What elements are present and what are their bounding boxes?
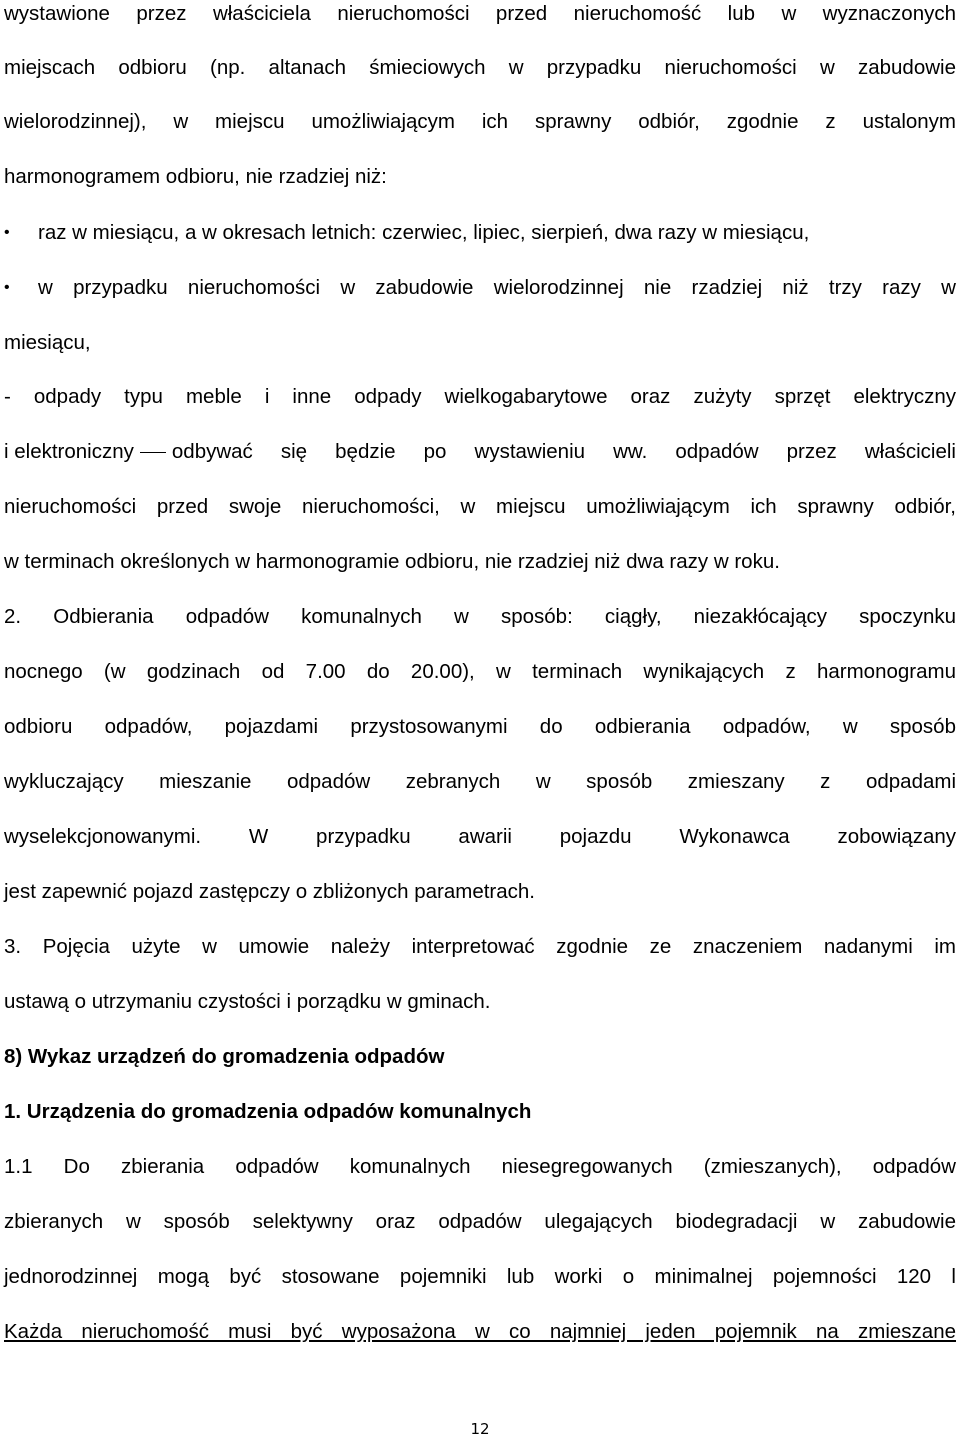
text-line: wyselekcjonowanymi. W przypadku awarii pojazdu Wykonawca zobowiązany xyxy=(4,825,956,848)
text-line: odbioru odpadów, pojazdami przystosowanymi do odbierania odpadów, w sposób xyxy=(4,715,956,738)
text-line: ustawą o utrzymaniu czystości i porządku w gminach. xyxy=(4,990,491,1013)
bullet-continuation: miesiącu, xyxy=(4,331,91,354)
text-line: jednorodzinnej mogą być stosowane pojemniki lub worki o minimalnej pojemności 120 l xyxy=(4,1265,956,1288)
text-line: harmonogramem odbioru, nie rzadziej niż: xyxy=(4,165,387,188)
text-line: nocnego (w godzinach od 7.00 do 20.00), w terminach wynikających z harmonogramu xyxy=(4,660,956,683)
text-line: wielorodzinnej), w miejscu umożliwiającym ich sprawny odbiór, zgodnie z ustalonym xyxy=(4,110,956,133)
text-line: jest zapewnić pojazd zastępczy o zbliżonych parametrach. xyxy=(4,880,535,903)
text-line: nieruchomości przed swoje nieruchomości, w miejscu umożliwiającym ich sprawny odbiór, xyxy=(4,495,956,518)
bullet-item: raz w miesiącu, a w okresach letnich: czerwiec, lipiec, sierpień, dwa razy w miesiącu, xyxy=(38,221,810,244)
text-line: w terminach określonych w harmonogramie odbioru, nie rzadziej niż dwa razy w roku. xyxy=(4,550,780,573)
text-line: - odpady typu meble i inne odpady wielkogabarytowe oraz zużyty sprzęt elektryczny xyxy=(4,385,956,408)
text-line: wykluczający mieszanie odpadów zebranych w sposób zmieszany z odpadami xyxy=(4,770,956,793)
underlined-line: Każda nieruchomość musi być wyposażona w co najmniej jeden pojemnik na zmieszane xyxy=(4,1320,956,1343)
section-heading: 8) Wykaz urządzeń do gromadzenia odpadów xyxy=(4,1045,445,1068)
subsection-heading: 1. Urządzenia do gromadzenia odpadów komunalnych xyxy=(4,1100,532,1123)
bullet-icon: • xyxy=(4,279,10,296)
page-number: 12 xyxy=(470,1420,490,1438)
text-fragment: odbywać się będzie po wystawieniu ww. odpadów przez właścicieli xyxy=(171,440,956,463)
text-line: zbieranych w sposób selektywny oraz odpadów ulegających biodegradacji w zabudowie xyxy=(4,1210,956,1233)
text-line: wystawione przez właściciela nieruchomości przed nieruchomość lub w wyznaczonych xyxy=(4,2,956,25)
text-line: 3. Pojęcia użyte w umowie należy interpretować zgodnie ze znaczeniem nadanymi im xyxy=(4,935,956,958)
text-line: miejscach odbioru (np. altanach śmieciowych w przypadku nieruchomości w zabudowie xyxy=(4,56,956,79)
dash-rule xyxy=(140,452,166,453)
bullet-icon: • xyxy=(4,224,10,241)
text-line xyxy=(4,438,956,466)
text-fragment: i elektroniczny xyxy=(4,440,134,463)
text-line: 2. Odbierania odpadów komunalnych w sposób: ciągły, niezakłócający spoczynku xyxy=(4,605,956,628)
text-line: 1.1 Do zbierania odpadów komunalnych niesegregowanych (zmieszanych), odpadów xyxy=(4,1155,956,1178)
bullet-item: w przypadku nieruchomości w zabudowie wielorodzinnej nie rzadziej niż trzy razy w xyxy=(38,276,956,299)
